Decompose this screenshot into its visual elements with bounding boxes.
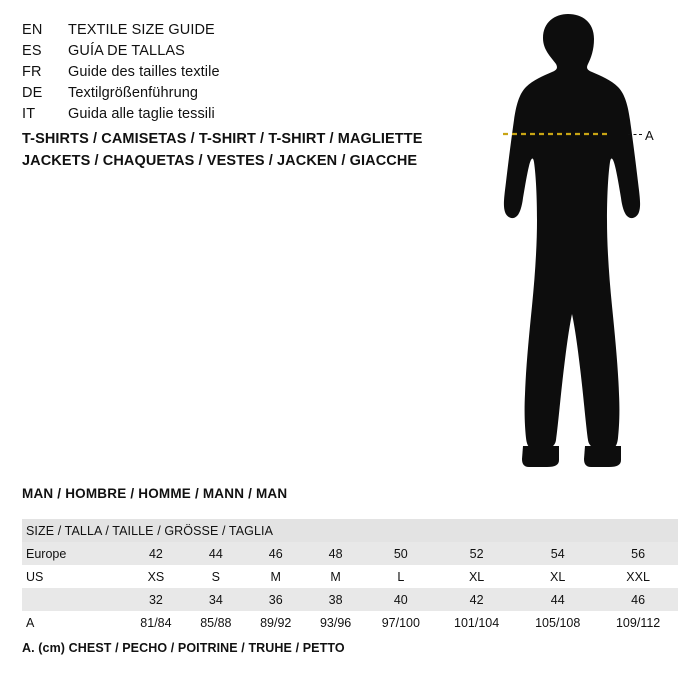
table-cell: 38 xyxy=(306,588,366,611)
table-cell: 101/104 xyxy=(436,611,517,634)
table-cell: XS xyxy=(126,565,186,588)
left-foot-path xyxy=(522,446,559,467)
language-text: Guide des tailles textile xyxy=(68,64,220,80)
table-cell: 97/100 xyxy=(366,611,437,634)
language-text: TEXTILE SIZE GUIDE xyxy=(68,22,215,38)
language-code: FR xyxy=(22,64,42,80)
table-row xyxy=(22,588,678,611)
row-label: A xyxy=(22,611,126,634)
row-label: US xyxy=(22,565,126,588)
table-cell: 54 xyxy=(517,542,598,565)
table-cell: 34 xyxy=(186,588,246,611)
table-cell: 50 xyxy=(366,542,437,565)
row-label xyxy=(22,588,126,611)
table-cell: 81/84 xyxy=(126,611,186,634)
table-row xyxy=(22,542,678,565)
table-cell: 46 xyxy=(246,542,306,565)
language-code: DE xyxy=(22,85,43,101)
language-row xyxy=(22,85,452,106)
right-foot-path xyxy=(584,446,621,467)
table-row xyxy=(22,565,678,588)
language-text: Guida alle taglie tessili xyxy=(68,106,215,122)
table-cell: XL xyxy=(436,565,517,588)
language-row xyxy=(22,64,452,85)
table-cell: 42 xyxy=(436,588,517,611)
table-cell: M xyxy=(306,565,366,588)
table-cell: 36 xyxy=(246,588,306,611)
table-cell: 42 xyxy=(126,542,186,565)
table-cell: 93/96 xyxy=(306,611,366,634)
table-cell: XL xyxy=(517,565,598,588)
table-row xyxy=(22,611,678,634)
size-table xyxy=(22,519,678,634)
table-cell: 52 xyxy=(436,542,517,565)
table-cell: XXL xyxy=(598,565,678,588)
language-row xyxy=(22,106,452,127)
measure-label-a: A xyxy=(645,128,654,143)
category-line-jackets: JACKETS / CHAQUETAS / VESTES / JACKEN / GIACCHE xyxy=(22,153,418,169)
table-cell: 89/92 xyxy=(246,611,306,634)
category-line-tshirts: T-SHIRTS / CAMISETAS / T-SHIRT / T-SHIRT / MAGLIETTE xyxy=(22,131,423,147)
male-silhouette-illustration xyxy=(455,10,690,475)
category-list xyxy=(22,128,482,172)
language-code: EN xyxy=(22,22,43,38)
table-header-row xyxy=(22,519,678,542)
table-cell: 40 xyxy=(366,588,437,611)
table-cell: 85/88 xyxy=(186,611,246,634)
table-cell: 46 xyxy=(598,588,678,611)
table-cell: 48 xyxy=(306,542,366,565)
language-row xyxy=(22,22,452,43)
language-text: Textilgrößenführung xyxy=(68,85,199,101)
language-code: ES xyxy=(22,43,42,59)
language-list xyxy=(22,22,452,127)
body-silhouette-path xyxy=(504,14,640,450)
language-text: GUÍA DE TALLAS xyxy=(68,43,185,59)
table-cell: L xyxy=(366,565,437,588)
table-cell: 109/112 xyxy=(598,611,678,634)
language-code: IT xyxy=(22,106,36,122)
gender-title: MAN / HOMBRE / HOMME / MANN / MAN xyxy=(22,486,288,501)
table-cell: 56 xyxy=(598,542,678,565)
table-cell: 44 xyxy=(517,588,598,611)
row-label: Europe xyxy=(22,542,126,565)
table-footnote: A. (cm) CHEST / PECHO / POITRINE / TRUHE / PETTO xyxy=(22,641,345,655)
language-row xyxy=(22,43,452,64)
measure-leader-line xyxy=(628,134,642,135)
table-cell: M xyxy=(246,565,306,588)
table-cell: 32 xyxy=(126,588,186,611)
silhouette-svg xyxy=(455,10,690,475)
table-cell: S xyxy=(186,565,246,588)
table-cell: 44 xyxy=(186,542,246,565)
table-header-label: SIZE / TALLA / TAILLE / GRÖSSE / TAGLIA xyxy=(22,519,678,542)
table-cell: 105/108 xyxy=(517,611,598,634)
